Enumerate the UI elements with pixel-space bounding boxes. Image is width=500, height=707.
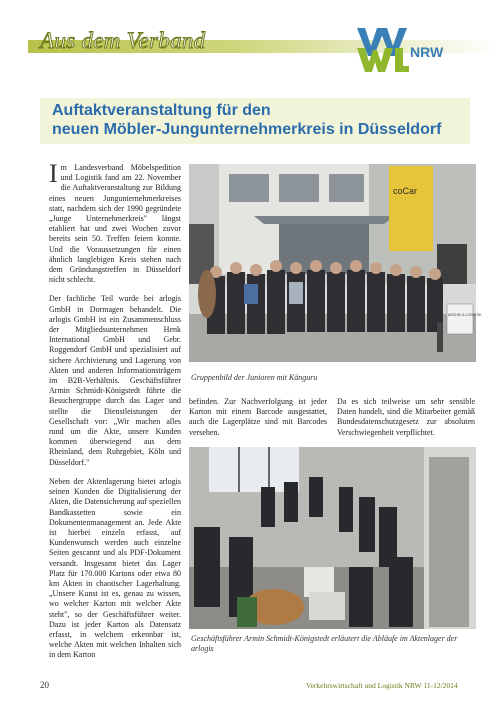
mid-column-right: Da es sich teilweise um sehr sensible Daten handelt, sind die Mitarbeiter gemäß Bundesdatenschutzgesetz zur absoluten Verschwiegenheit verpflichtet.	[337, 397, 475, 437]
headline-line-2: neuen Möbler-Jungunternehmerkreis in Düsseldorf	[52, 121, 442, 138]
paragraph-1: Im Landesverband Möbelspedition und Logistik fand am 22. November die Auftaktveranstaltung zur Bildung eines neuen Jungunternehmerkreises statt, nachdem sich der 1990 gegründete „Junge Unternehmerkreis" längst etabliert hat und zwei Wochen zuvor bereits sein 50. Treffen feiern konnte. Und die Voraussetzungen für einen ähnlich langlebigen Kreis stehen nach dem Gründungstreffen in Düsseldorf nicht schlecht.	[49, 159, 181, 285]
paragraph-3: Neben der Aktenlagerung bietet arlogis seinen Kunden die Digitalisierung der Akten, die Datensicherung auf speziellen Bandkassetten sowie ein Dokumentenmanagement an. Jede Akte ist hierbei einzeln erfasst, auf Kundenwunsch werden auch einzelne Seiten gescannt und als PDF-Dokument versandt. Insgesamt bietet das Lager Platz für 170.000 Kartons oder etwa 80 km Akten in chaotischer Lagerhaltung. „Unsere Kunst ist es, genau zu wissen, wo welcher Karton mit welcher Akte steht", so der Geschäftsführer weiter. Dazu ist jeder Karton als Datensatz erfasst, in welchem erkennbar ist, welche Akten mit welchen Inhalten sich in dem Karton	[49, 476, 181, 660]
article-column-left	[49, 159, 181, 670]
section-title: Aus dem Verband	[40, 28, 206, 53]
dropcap: I	[49, 159, 58, 188]
warehouse-photo	[189, 447, 476, 629]
logo-nrw-label: NRW	[410, 44, 444, 60]
banner-text: coCar	[393, 186, 418, 196]
headline-line-1: Auftaktveranstaltung für den	[52, 102, 271, 119]
paragraph-2: Der fachliche Teil wurde bei arlogis GmbH in Dormagen behandelt. Die arlogis GmbH ist ein Zusammenschluss der Mitgliedsunternehmen Henk International GmbH und Gebr. Roggendorf GmbH und spezialisiert auf sichere Archivierung und Lagerung von Akten und anderen Informationsträgern im B2B-Verhältnis. Geschäftsführer Armin Schmidt-Königstedt führte die Besuchergruppe durch das Lager und stellte die Dienstleistungen der Gesellschaft vor: „Wir machen alles rund um die Akte, unsere Kunden kommen überwiegend aus dem Rheinland, dem Ruhrgebiet, Köln und Düsseldorf."	[49, 294, 181, 467]
photo-1-caption: Gruppenbild der Junioren mit Känguru	[191, 373, 318, 382]
warehouse-photo-image	[189, 447, 476, 629]
group-photo-image	[189, 164, 482, 362]
group-photo	[189, 164, 482, 362]
photo-2-caption: Geschäftsführer Armin Schmidt-Königstedt erläutert die Abläufe im Aktenlager der arlogis	[191, 634, 458, 654]
page-number: 20	[40, 680, 49, 690]
archive-sign-text: ARCHIV & LOGISTIK	[448, 313, 482, 317]
article-headline	[52, 101, 467, 139]
mid-column-left: befinden. Zur Nachverfolgung ist jeder Karton mit einem Barcode ausgestattet, auch die Lagerplätze sind mit Barcodes versehen.	[189, 397, 327, 437]
publication-footer: Verkehrswirtschaft und Logistik NRW 11-12/2014	[306, 681, 458, 690]
